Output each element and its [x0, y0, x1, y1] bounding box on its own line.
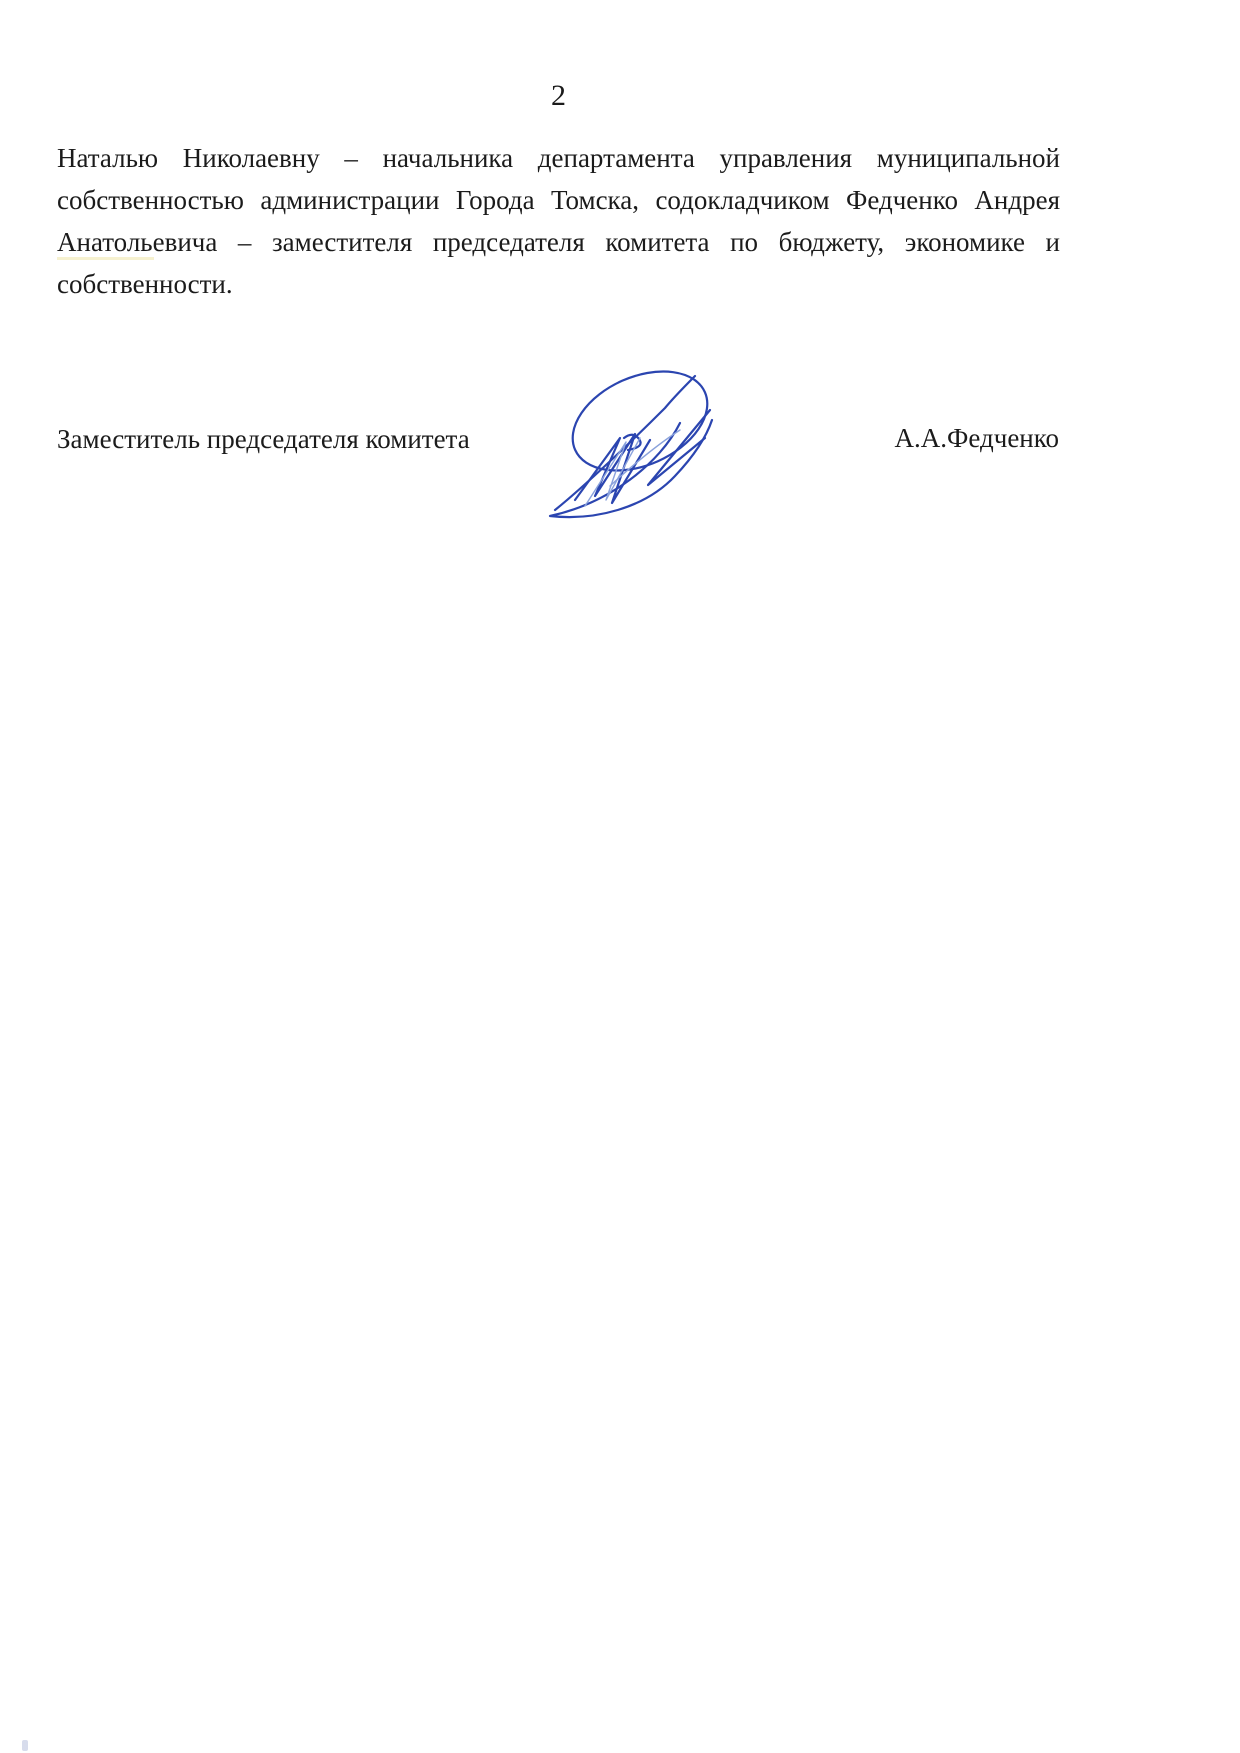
faint-underline-artifact: [57, 257, 154, 260]
scan-artifact-mark: [22, 1740, 28, 1751]
handwritten-signature: [540, 368, 720, 528]
paragraph-line: собственностью администрации Города Томска, содокладчиком Федченко Андрея: [57, 185, 1060, 215]
signer-name: А.А.Федченко: [894, 423, 1059, 453]
page-number: 2: [551, 79, 566, 112]
signature-position-title: Заместитель председателя комитета: [57, 424, 470, 454]
paragraph-line: Наталью Николаевну – начальника департамента управления муниципальной: [57, 143, 1060, 173]
signature-flourish-stroke: [648, 410, 710, 485]
paragraph-line: Анатольевича – заместителя председателя комитета по бюджету, экономике и: [57, 227, 1060, 257]
body-paragraph: [57, 137, 1060, 305]
paragraph-line: собственности.: [57, 269, 233, 299]
